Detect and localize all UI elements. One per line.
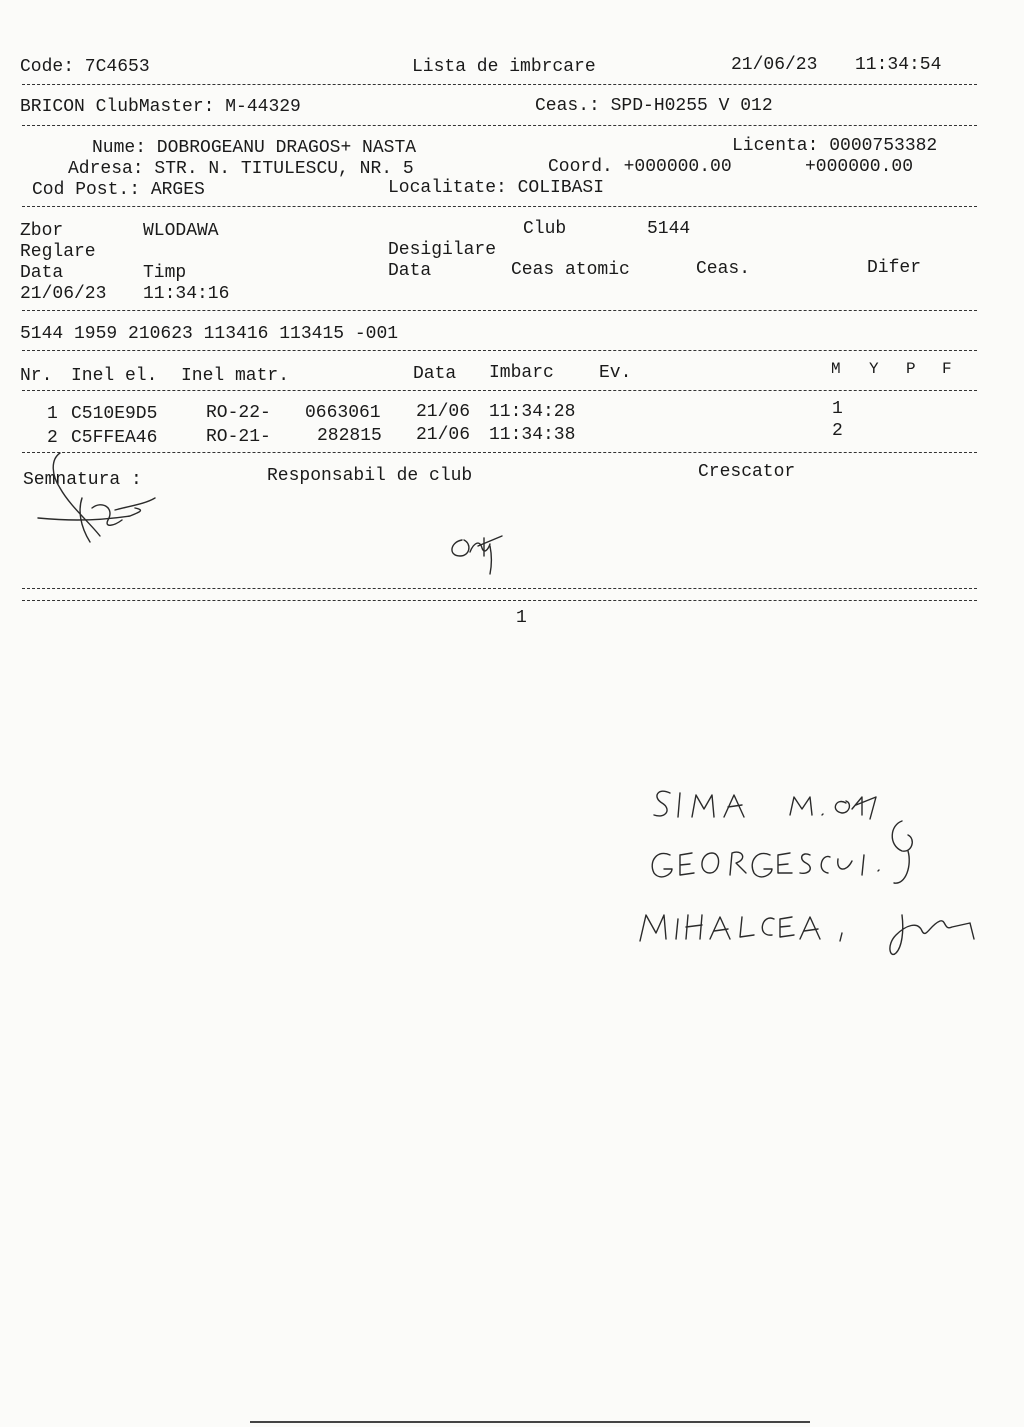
club-responsible-label: Responsabil de club bbox=[267, 466, 473, 486]
breeder-label: Crescator bbox=[698, 462, 796, 482]
setting-date-label: Data bbox=[20, 263, 64, 283]
clock-label: Ceas. bbox=[696, 259, 751, 279]
divider bbox=[22, 84, 977, 85]
locality: Localitate: COLIBASI bbox=[388, 178, 605, 198]
owner-name: Nume: DOBROGEANU DRAGOS+ NASTA bbox=[92, 138, 417, 158]
coordinates-second: +000000.00 bbox=[805, 157, 914, 177]
clock-code-line: 5144 1959 210623 113416 113415 -001 bbox=[20, 324, 399, 344]
col-header-inel-matr: Inel matr. bbox=[181, 366, 290, 386]
divider bbox=[22, 390, 977, 391]
clubmaster-id: BRICON ClubMaster: M-44329 bbox=[20, 97, 301, 117]
flight-label: Zbor bbox=[20, 221, 64, 241]
row-date: 21/06 bbox=[416, 425, 471, 445]
divider bbox=[22, 350, 977, 351]
license-number: Licenta: 0000753382 bbox=[732, 136, 938, 156]
row-nr: 2 bbox=[47, 428, 58, 448]
col-header-data: Data bbox=[413, 364, 457, 384]
header-time: 11:34:54 bbox=[855, 55, 942, 75]
club-number: 5144 bbox=[647, 219, 691, 239]
row-nr: 1 bbox=[47, 404, 58, 424]
setting-label: Reglare bbox=[20, 242, 96, 262]
col-header-m: M bbox=[831, 360, 841, 378]
setting-time: 11:34:16 bbox=[143, 284, 230, 304]
header-date: 21/06/23 bbox=[731, 55, 818, 75]
row-matr-prefix: RO-22- bbox=[206, 403, 271, 423]
row-m: 2 bbox=[832, 421, 843, 441]
row-inel-el: C510E9D5 bbox=[71, 404, 158, 424]
row-m: 1 bbox=[832, 399, 843, 419]
unsealing-date-label: Data bbox=[388, 261, 432, 281]
unsealing-label: Desigilare bbox=[388, 240, 497, 260]
divider bbox=[22, 125, 977, 126]
flight-name: WLODAWA bbox=[143, 221, 219, 241]
col-header-nr: Nr. bbox=[20, 366, 53, 386]
atomic-clock-label: Ceas atomic bbox=[511, 260, 630, 280]
page-number: 1 bbox=[516, 608, 527, 628]
col-header-imbarc: Imbarc bbox=[489, 363, 554, 383]
initials-signature bbox=[444, 530, 514, 580]
row-date: 21/06 bbox=[416, 402, 471, 422]
row-matr-number: 282815 bbox=[317, 426, 382, 446]
signature-label: Semnatura : bbox=[23, 470, 142, 490]
row-matr-number: 0663061 bbox=[305, 403, 381, 423]
clock-id: Ceas.: SPD-H0255 V 012 bbox=[535, 96, 773, 116]
col-header-inel-el: Inel el. bbox=[71, 366, 158, 386]
row-matr-prefix: RO-21- bbox=[206, 427, 271, 447]
club-label: Club bbox=[523, 219, 567, 239]
scan-edge-line bbox=[250, 1421, 810, 1423]
divider bbox=[22, 600, 977, 601]
document-title: Lista de imbrcare bbox=[412, 57, 596, 77]
document-code: Code: 7C4653 bbox=[20, 57, 150, 77]
setting-date: 21/06/23 bbox=[20, 284, 107, 304]
row-embark-time: 11:34:28 bbox=[489, 402, 576, 422]
owner-address: Adresa: STR. N. TITULESCU, NR. 5 bbox=[68, 159, 414, 179]
col-header-y: Y bbox=[869, 360, 879, 378]
postal-code: Cod Post.: ARGES bbox=[32, 180, 205, 200]
row-embark-time: 11:34:38 bbox=[489, 425, 576, 445]
col-header-p: P bbox=[906, 360, 916, 378]
handwritten-signature bbox=[20, 448, 170, 548]
divider bbox=[22, 588, 977, 589]
col-header-ev: Ev. bbox=[599, 363, 632, 383]
setting-time-label: Timp bbox=[143, 263, 187, 283]
divider bbox=[22, 310, 977, 311]
col-header-f: F bbox=[942, 360, 952, 378]
handwritten-names bbox=[640, 775, 990, 960]
coordinates: Coord. +000000.00 bbox=[548, 157, 732, 177]
divider bbox=[22, 206, 977, 207]
row-inel-el: C5FFEA46 bbox=[71, 428, 158, 448]
difference-label: Difer bbox=[867, 258, 922, 278]
